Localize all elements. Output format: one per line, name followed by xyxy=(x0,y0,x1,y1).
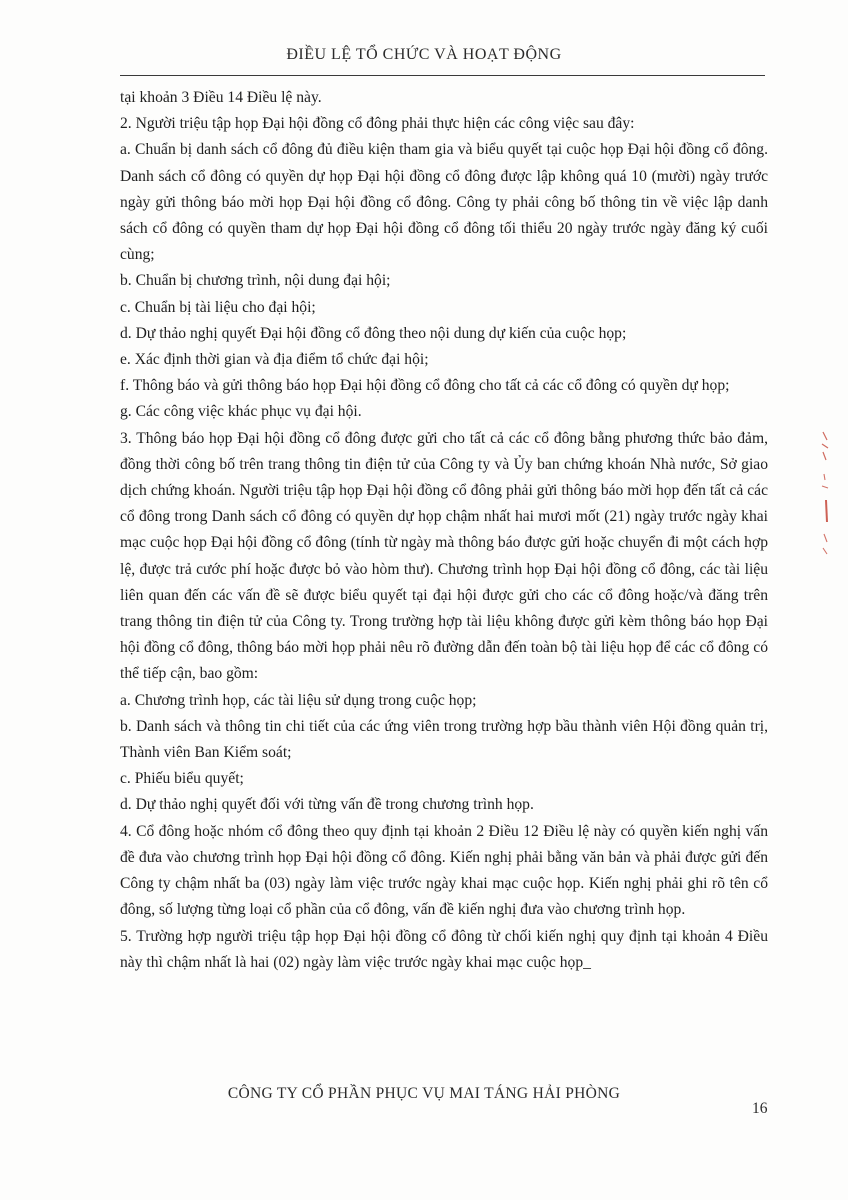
clause-2e: e. Xác định thời gian và địa điểm tổ chức đại hội; xyxy=(120,351,429,369)
clause-3a: a. Chương trình họp, các tài liệu sử dụng trong cuộc họp; xyxy=(120,691,477,709)
clause-2g: g. Các công việc khác phục vụ đại hội. xyxy=(120,403,362,421)
paragraph-continuation: tại khoản 3 Điều 14 Điều lệ này. xyxy=(120,89,322,106)
page-header-title: ĐIỀU LỆ TỔ CHỨC VÀ HOẠT ĐỘNG xyxy=(286,46,562,63)
clause-3c: c. Phiếu biểu quyết; xyxy=(120,770,244,788)
handwritten-margin-mark xyxy=(818,430,832,560)
clause-3: 3. Thông báo họp Đại hội đồng cổ đông được gửi cho tất cả các cổ đông bằng phương thức bảo đảm, đồng thời công bố trên trang thông tin điện tử của Công ty và Ủy ban chứng khoán Nhà nước, Sở giao dịch chứng khoán. Người triệu tập họp Đại hội đồng cổ đông phải gửi thông báo mời họp đến tất cả các cổ đông trong Danh sách cổ đông có quyền dự họp chậm nhất hai mươi mốt (21) ngày trước ngày khai mạc cuộc họp Đại hội đồng cổ đông (tính từ ngày mà thông báo được gửi hoặc chuyển đi một cách hợp lệ, được trả cước phí hoặc được bỏ vào hòm thư). Chương trình họp Đại hội đồng cổ đông, các tài liệu liên quan đến các vấn đề sẽ được biểu quyết tại đại hội được gửi cho các cổ đông hoặc/và đăng trên trang thông tin điện tử của Công ty. Trong trường hợp tài liệu không được gửi kèm thông báo họp Đại hội đồng cổ đông, thông báo mời họp phải nêu rõ đường dẫn đến toàn bộ tài liệu họp để các cổ đông có thể tiếp cận, bao gồm: xyxy=(120,429,768,683)
clause-4: 4. Cổ đông hoặc nhóm cổ đông theo quy định tại khoản 2 Điều 12 Điều lệ này có quyền kiến nghị vấn đề đưa vào chương trình họp Đại hội đồng cổ đông. Kiến nghị phải bằng văn bản và phải được gửi đến Công ty chậm nhất ba (03) ngày làm việc trước ngày khai mạc cuộc họp. Kiến nghị phải ghi rõ tên cổ đông, số lượng từng loại cổ phần của cổ đông, vấn đề kiến nghị đưa vào chương trình họp. xyxy=(120,822,768,919)
clause-2b: b. Chuẩn bị chương trình, nội dung đại hội; xyxy=(120,272,391,290)
clause-5: 5. Trường hợp người triệu tập họp Đại hội đồng cổ đông từ chối kiến nghị quy định tại khoản 4 Điều này thì chậm nhất là hai (02) ngày làm việc trước ngày khai mạc cuộc họp_ xyxy=(120,927,768,971)
clause-2c: c. Chuẩn bị tài liệu cho đại hội; xyxy=(120,298,316,316)
clause-2a: a. Chuẩn bị danh sách cổ đông đủ điều kiện tham gia và biểu quyết tại cuộc họp Đại hội đồng cổ đông. Danh sách cổ đông có quyền dự họp Đại hội đồng cổ đông được lập không quá 10 (mười) ngày trước ngày gửi thông báo mời họp Đại hội đồng cổ đông. Công ty phải công bố thông tin về việc lập danh sách cổ đông có quyền tham dự họp Đại hội đồng cổ đông tối thiểu 20 ngày trước ngày đăng ký cuối cùng; xyxy=(120,141,768,264)
clause-2d: d. Dự thảo nghị quyết Đại hội đồng cổ đông theo nội dung dự kiến của cuộc họp; xyxy=(120,324,627,342)
header-divider xyxy=(120,75,765,76)
page-number: 16 xyxy=(752,1100,768,1117)
clause-2: 2. Người triệu tập họp Đại hội đồng cổ đông phải thực hiện các công việc sau đây: xyxy=(120,115,635,133)
clause-3d: d. Dự thảo nghị quyết đối với từng vấn đề trong chương trình họp. xyxy=(120,796,534,814)
clause-2f: f. Thông báo và gửi thông báo họp Đại hội đồng cổ đông cho tất cả các cổ đông có quyền dự họp; xyxy=(120,377,730,395)
clause-3b: b. Danh sách và thông tin chi tiết của các ứng viên trong trường hợp bầu thành viên Hội đồng quản trị, Thành viên Ban Kiểm soát; xyxy=(120,717,768,762)
footer-company-name: CÔNG TY CỔ PHẦN PHỤC VỤ MAI TÁNG HẢI PHÒNG xyxy=(227,1085,621,1102)
document-body xyxy=(120,85,768,976)
